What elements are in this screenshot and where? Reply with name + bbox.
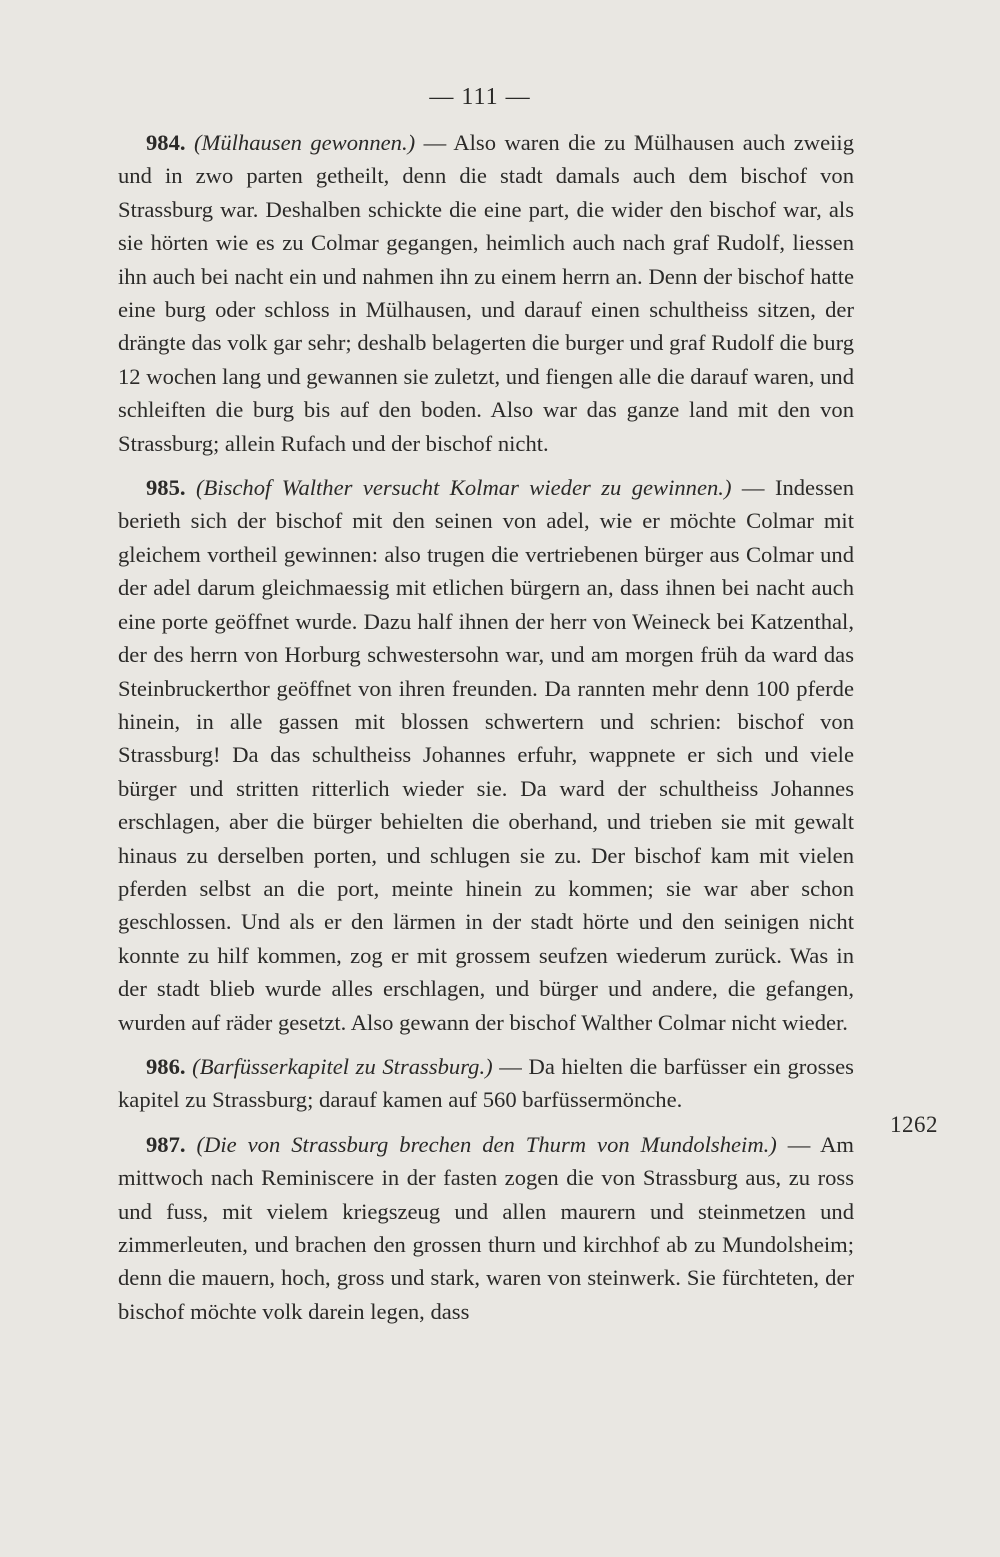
entry-text: — Indessen berieth sich der bischof mit den seinen von adel, wie er möchte Colmar mit gleichem vortheil gewinnen: also trugen die vertriebenen bürger aus Colmar und der adel darum gleichmaessig mit etlichen bürgern an, dass ihnen bei nacht auch eine porte geöffnet wurde. Dazu half ihnen der herr von Weineck bei Katzenthal, der des herrn von Horburg schwestersohn war, und am morgen früh da ward das Steinbruckerthor geöffnet von ihren freunden. Da rannten mehr denn 100 pferde hinein, in alle gassen mit blossen schwertern und schrien: bischof von Strassburg! Da das schultheiss Johannes erfuhr, wappnete er sich und viele bürger und stritten ritterlich wieder sie. Da ward der schultheiss Johannes erschlagen, aber die bürger behielten die oberhand, und trieben sie mit gewalt hinaus zu derselben porten, und schlugen sie zu. Der bischof kam mit vielen pferden selbst an die port, meinte hinein zu kommen; sie war aber schon geschlossen. Und als er den lärmen in der stadt hörte und den seinigen nicht konnte zu hilf kommen, zog er mit grossem seufzen wiederum zurück. Was in der stadt blieb wurde alles erschlagen, und bürger und andere, die gefangen, wurden auf räder gesetzt. Also gewann der bischof Walther Colmar nicht wieder.	[118, 475, 854, 1035]
paragraph-984	[118, 126, 854, 460]
entry-text: — Am mittwoch nach Reminiscere in der fasten zogen die von Strassburg aus, zu ross und fuss, mit vielem kriegszeug und allen maurern und steinmetzen und zimmerleuten, und brachen den grossen thurn und kirchhof ab zu Mundolsheim; denn die mauern, hoch, gross und stark, waren von steinwerk. Sie fürchteten, der bischof möchte volk darein legen, dass	[118, 1131, 855, 1324]
entry-number: 986.	[146, 1053, 186, 1079]
entry-number: 984.	[146, 130, 186, 155]
entry-text: — Da hielten die barfüsser ein grosses kapitel zu Strassburg; darauf kamen auf 560 barfüssermönche.	[118, 1053, 854, 1113]
paragraph-985	[118, 471, 854, 1039]
margin-year-note: 1262	[890, 1112, 938, 1137]
page-number: — 111 —	[429, 84, 531, 110]
entry-text: — Also waren die zu Mülhausen auch zweiig und in zwo parten getheilt, denn die stadt damals auch dem bischof von Strassburg war. Deshalben schickte die eine part, die wider den bischof war, als sie hörten wie es zu Colmar gegangen, heimlich auch nach graf Rudolf, liessen ihn auch bei nacht ein und nahmen ihn zu einem herrn an. Denn der bischof hatte eine burg oder schloss in Mülhausen, und darauf einen schultheiss sitzen, der drängte das volk gar sehr; deshalb belagerten die burger und graf Rudolf die burg 12 wochen lang und gewannen sie zuletzt, und fiengen alle die darauf waren, und schleiften die burg bis auf den boden. Also war das ganze land mit den von Strassburg; allein Rufach und der bischof nicht.	[118, 130, 854, 456]
paragraph-986	[118, 1050, 854, 1117]
entry-number: 985.	[146, 475, 186, 501]
entry-title: (Mülhausen gewonnen.)	[193, 130, 416, 155]
paragraph-987	[118, 1128, 854, 1328]
entry-title: (Die von Strassburg brechen den Thurm von Mundolsheim.)	[196, 1131, 777, 1157]
body-text	[118, 126, 854, 1339]
entry-title: (Bischof Walther versucht Kolmar wieder zu gewinnen.)	[195, 475, 732, 501]
entry-title: (Barfüsserkapitel zu Strassburg.)	[192, 1053, 493, 1079]
entry-number: 987.	[146, 1131, 186, 1157]
